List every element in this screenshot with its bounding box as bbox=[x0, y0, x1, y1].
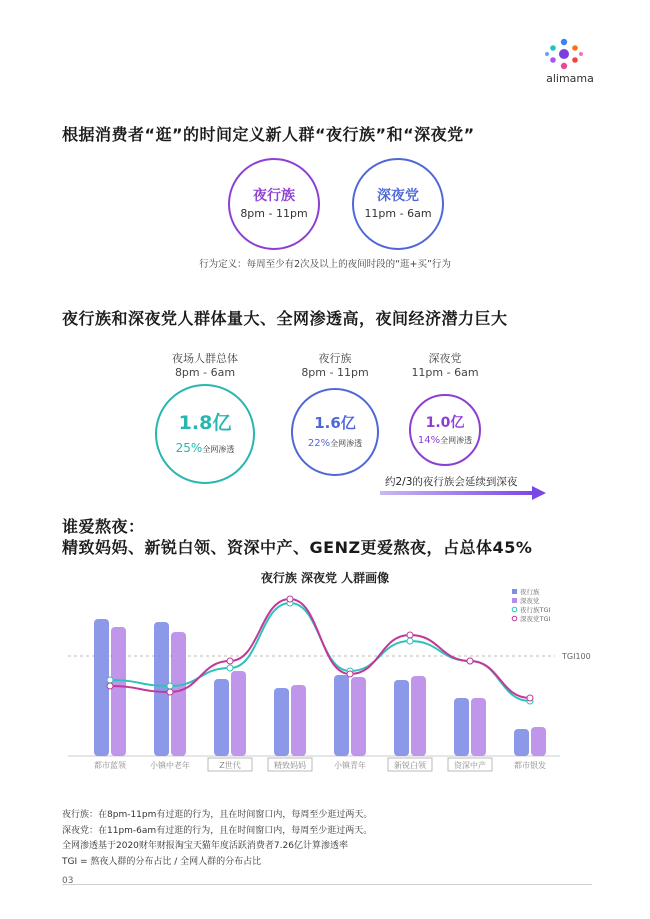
tgi-point bbox=[287, 596, 293, 602]
circle-late-night bbox=[352, 158, 444, 250]
circle-late-night-size bbox=[409, 394, 481, 466]
category-label: 资深中产 bbox=[454, 761, 486, 770]
group-time: 11pm - 6am bbox=[411, 366, 479, 379]
circle-night-walkers-size bbox=[291, 388, 379, 476]
tgi-point bbox=[347, 671, 353, 677]
tgi-point bbox=[107, 677, 113, 683]
legend-swatch bbox=[512, 598, 517, 603]
group-value: 1.6亿 bbox=[314, 414, 356, 432]
circle-name: 夜行族 bbox=[253, 188, 295, 204]
section3-title-line2: 精致妈妈、新锐白领、资深中产、GENZ更爱熬夜，占总体45% bbox=[62, 538, 533, 557]
group-time: 8pm - 6am bbox=[174, 366, 236, 379]
legend-swatch bbox=[512, 589, 517, 594]
tgi-point bbox=[227, 665, 233, 671]
circle-time: 11pm - 6am bbox=[364, 207, 432, 220]
circle-night-walkers bbox=[228, 158, 320, 250]
bar-late-night bbox=[171, 632, 186, 756]
category-label: 小镇青年 bbox=[334, 761, 366, 770]
bar-night-walkers bbox=[514, 729, 529, 756]
section3-title-line1: 谁爱熬夜： bbox=[62, 517, 145, 536]
group-value: 1.0亿 bbox=[425, 415, 465, 431]
footnote: 深夜党：在11pm-6am有过逛的行为，且在时间窗口内，每周至少逛过两天。 bbox=[62, 825, 373, 836]
footnote: 全网渗透基于2020财年财报淘宝天猫年度活跃消费者7.26亿计算渗透率 bbox=[62, 841, 348, 851]
bar-night-walkers bbox=[214, 679, 229, 756]
group-pct: 14% bbox=[417, 435, 441, 446]
bar-late-night bbox=[531, 727, 546, 756]
tgi-point bbox=[107, 683, 113, 689]
bar-late-night bbox=[351, 677, 366, 756]
footnotes bbox=[62, 808, 372, 870]
alimama-logo bbox=[544, 36, 584, 72]
group-pct: 22% bbox=[307, 438, 331, 449]
bar-late-night bbox=[111, 627, 126, 756]
category-label: 新锐白领 bbox=[394, 761, 426, 770]
section1-title: 根据消费者“逛”的时间定义新人群“夜行族”和“深夜党” bbox=[62, 125, 475, 144]
persona-chart bbox=[0, 560, 650, 780]
tgi-point bbox=[467, 658, 473, 664]
behavior-definition: 行为定义：每周至少有2次及以上的夜间时段的“逛+买”行为 bbox=[199, 259, 451, 270]
gradient-arrow bbox=[380, 486, 546, 500]
circle-time: 8pm - 11pm bbox=[240, 207, 308, 220]
page-number: 03 bbox=[62, 876, 74, 886]
group-label: 深夜党 bbox=[428, 352, 462, 365]
tgi-point bbox=[407, 638, 413, 644]
circle-total bbox=[155, 384, 255, 484]
tgi-point bbox=[527, 695, 533, 701]
category-label: 小镇中老年 bbox=[150, 761, 190, 770]
tgi-point bbox=[407, 632, 413, 638]
bar-night-walkers bbox=[274, 688, 289, 756]
bar-night-walkers bbox=[154, 622, 169, 756]
category-label: 精致妈妈 bbox=[274, 761, 306, 770]
bar-late-night bbox=[231, 671, 246, 756]
brand-name: alimama bbox=[546, 72, 594, 85]
chart-title: 夜行族 深夜党 人群画像 bbox=[260, 571, 390, 585]
category-label: Z世代 bbox=[219, 761, 241, 770]
footnote: 夜行族：在8pm-11pm有过逛的行为，且在时间窗口内，每周至少逛过两天。 bbox=[62, 810, 373, 820]
bar-late-night bbox=[411, 676, 426, 756]
bar-night-walkers bbox=[94, 619, 109, 756]
bar-night-walkers bbox=[394, 680, 409, 756]
bar-night-walkers bbox=[454, 698, 469, 756]
group-value: 1.8亿 bbox=[178, 412, 232, 434]
bar-late-night bbox=[291, 685, 306, 756]
group-label: 夜行族 bbox=[318, 352, 352, 365]
tgi-point bbox=[167, 683, 173, 689]
bar-late-night bbox=[471, 698, 486, 756]
tgi-point bbox=[227, 658, 233, 664]
logo-mark-icon bbox=[545, 39, 583, 69]
group-pct: 25% bbox=[175, 441, 203, 455]
circle-name: 深夜党 bbox=[377, 188, 419, 204]
group-time: 8pm - 11pm bbox=[301, 366, 369, 379]
legend-label: 深夜党TGI bbox=[520, 615, 551, 623]
footnote: TGI = 熬夜人群的分布占比 / 全网人群的分布占比 bbox=[62, 856, 262, 867]
continuation-note: 约2/3的夜行族会延续到深夜 bbox=[385, 476, 518, 488]
footer-divider bbox=[62, 884, 592, 885]
legend-label: 夜行族 bbox=[520, 588, 540, 596]
group-pct-label: 全网渗透 bbox=[440, 436, 473, 445]
group-pct-label: 全网渗透 bbox=[330, 439, 363, 448]
bar-night-walkers bbox=[334, 675, 349, 756]
legend-label: 夜行族TGI bbox=[520, 606, 551, 614]
category-label: 都市蓝领 bbox=[94, 761, 126, 770]
legend-swatch bbox=[512, 616, 517, 621]
tgi100-label: TGI100 bbox=[562, 652, 591, 661]
legend-swatch bbox=[512, 607, 517, 612]
group-label: 夜场人群总体 bbox=[172, 352, 238, 365]
category-label: 都市银发 bbox=[514, 761, 546, 770]
legend-label: 深夜党 bbox=[520, 597, 540, 605]
group-pct-label: 全网渗透 bbox=[202, 445, 235, 454]
section2-title: 夜行族和深夜党人群体量大、全网渗透高，夜间经济潜力巨大 bbox=[62, 309, 508, 328]
tgi-point bbox=[167, 689, 173, 695]
